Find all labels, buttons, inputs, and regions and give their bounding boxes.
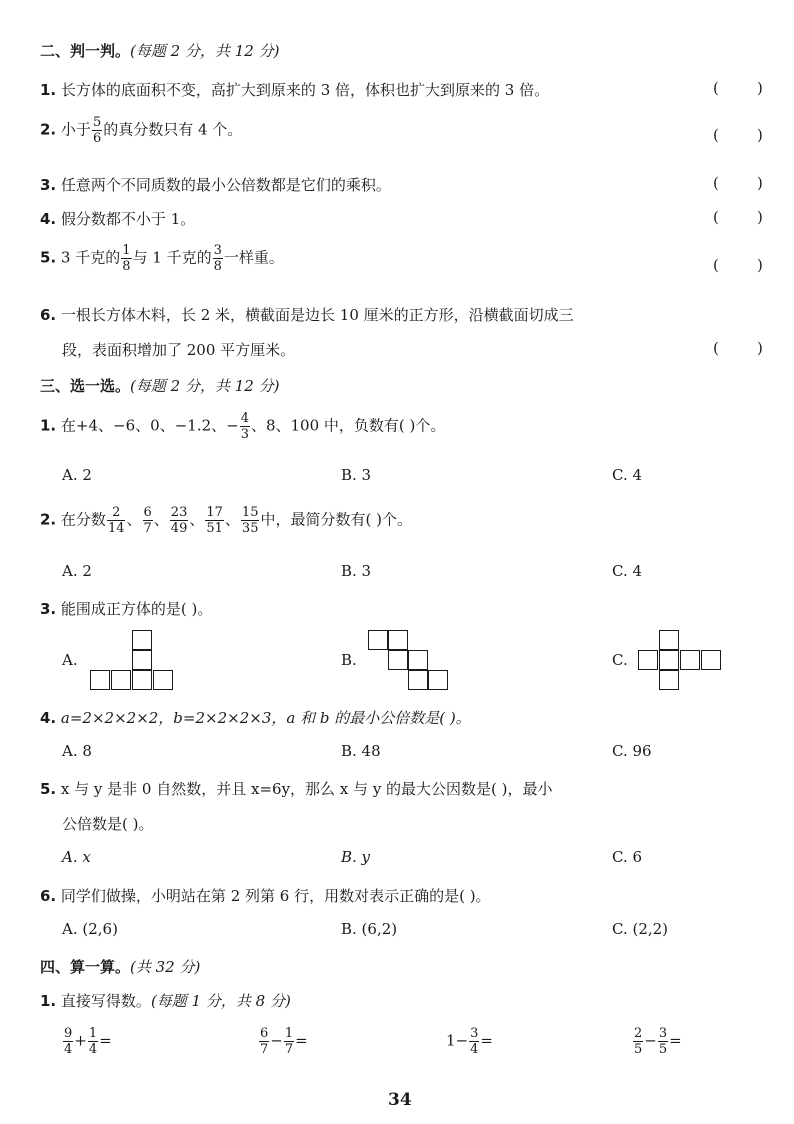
denominator: 8	[122, 259, 131, 274]
operator: −	[644, 1031, 657, 1050]
question-text: 一样重。	[223, 248, 284, 267]
option-a[interactable]: A.	[62, 651, 78, 669]
calc-item-3	[446, 1027, 493, 1056]
fraction	[63, 1027, 73, 1056]
option-b[interactable]: B. (6,2)	[341, 920, 398, 938]
denominator: 14	[107, 521, 125, 536]
question-number: 4.	[40, 709, 57, 727]
denominator: 7	[284, 1042, 294, 1057]
denominator: 8	[213, 259, 222, 274]
numerator: 1	[284, 1026, 294, 1041]
whole-number: 1−	[446, 1031, 469, 1050]
denominator: 3	[240, 427, 249, 442]
fraction	[88, 1027, 98, 1056]
question-text: 段，表面积增加了 200 平方厘米。	[62, 341, 296, 359]
denominator: 6	[92, 131, 102, 146]
equals: =	[295, 1031, 308, 1050]
numerator: 4	[240, 411, 249, 426]
judge-q1	[40, 79, 549, 100]
section-2-heading	[40, 40, 279, 61]
calc-item-2	[258, 1027, 308, 1056]
question-text: 直接写得数。	[60, 992, 151, 1010]
choice-q3	[40, 598, 212, 619]
question-number: 4.	[40, 210, 57, 228]
judge-q6-cont	[62, 339, 295, 360]
denominator: 49	[170, 521, 188, 536]
option-b[interactable]: B.	[341, 651, 357, 669]
answer-paren[interactable]: ( )	[713, 126, 763, 144]
question-number: 1.	[40, 81, 57, 99]
question-text: 同学们做操，小明站在第 2 列第 6 行，用数对表示正确的是( )。	[60, 887, 491, 905]
question-number: 6.	[40, 306, 57, 324]
numerator: 6	[260, 1026, 269, 1041]
operator: +	[74, 1031, 87, 1050]
numerator: 6	[143, 505, 152, 520]
fraction	[143, 506, 153, 535]
question-number: 3.	[40, 600, 57, 618]
question-text: 长方体的底面积不变，高扩大到原来的 3 倍，体积也扩大到原来的 3 倍。	[60, 81, 550, 99]
question-text: 小于	[60, 120, 91, 139]
choice-q4	[40, 707, 471, 728]
option-c[interactable]: C. 4	[612, 466, 643, 484]
fraction	[170, 506, 189, 535]
question-number: 5.	[40, 780, 57, 798]
fraction	[121, 244, 131, 273]
numerator: 3	[470, 1026, 479, 1041]
denominator: 7	[143, 521, 152, 536]
calc-item-4	[632, 1027, 682, 1056]
option-b[interactable]: B. y	[341, 848, 371, 866]
question-number: 6.	[40, 887, 57, 905]
option-c[interactable]: C. (2,2)	[612, 920, 669, 938]
denominator: 51	[206, 521, 223, 536]
denominator: 5	[658, 1042, 668, 1057]
option-a[interactable]: A. x	[62, 848, 91, 866]
answer-paren[interactable]: ( )	[713, 256, 763, 274]
question-text: 、8、100 中，负数有( )个。	[250, 416, 446, 435]
answer-paren[interactable]: ( )	[713, 339, 763, 357]
equals: =	[99, 1031, 112, 1050]
fraction	[92, 116, 102, 145]
fraction	[240, 412, 250, 441]
calc-item-1	[62, 1027, 112, 1056]
fraction	[205, 506, 224, 535]
answer-paren[interactable]: ( )	[713, 174, 763, 192]
numerator: 15	[241, 505, 259, 520]
fraction	[469, 1027, 479, 1056]
question-text: 假分数都不小于 1。	[60, 210, 196, 228]
section-2-note: (每题 2 分，共 12 分)	[130, 42, 280, 60]
question-text: 的真分数只有 4 个。	[103, 120, 243, 139]
numerator: 5	[92, 115, 102, 130]
section-3-note: (每题 2 分，共 12 分)	[130, 377, 280, 395]
option-a[interactable]: A. 8	[62, 742, 92, 760]
choice-q6	[40, 885, 491, 906]
numerator: 1	[88, 1026, 98, 1041]
numerator: 23	[170, 505, 188, 520]
judge-q3	[40, 174, 391, 195]
question-number: 3.	[40, 176, 57, 194]
equals: =	[669, 1031, 682, 1050]
calc-q1	[40, 990, 291, 1011]
denominator: 7	[260, 1042, 269, 1057]
choice-q5-cont	[62, 813, 153, 834]
choice-q2: 2. 在分数 $\frac{2}{14}$ 、 $\frac{6}{7}$ 、 $\frac{23}{49}$ 、 $\frac{17}{51}$ 、 $\frac{15}{35}$ 中，最简分数有( )个。	[40, 505, 412, 536]
equals: =	[480, 1031, 493, 1050]
section-4-heading	[40, 956, 200, 977]
denominator: 35	[241, 521, 259, 536]
option-a[interactable]: A. (2,6)	[62, 920, 118, 938]
question-number: 2.	[40, 510, 57, 529]
section-3-title: 三、选一选。	[40, 377, 131, 395]
numerator: 3	[658, 1026, 668, 1041]
question-text: 3 千克的	[60, 248, 121, 267]
fraction	[284, 1027, 294, 1056]
judge-q5	[40, 244, 284, 273]
option-b[interactable]: B. 3	[341, 466, 372, 484]
judge-q2	[40, 116, 242, 145]
fraction	[658, 1027, 668, 1056]
question-text: x 与 y 是非 0 自然数，并且 x=6y，那么 x 与 y 的最大公因数是( )，最小	[60, 780, 553, 798]
question-number: 1.	[40, 992, 57, 1010]
option-b[interactable]: B. 48	[341, 742, 381, 760]
denominator: 4	[88, 1042, 98, 1057]
option-a[interactable]: A. 2	[62, 562, 92, 580]
numerator: 2	[634, 1026, 643, 1041]
question-number: 5.	[40, 248, 57, 267]
option-c[interactable]: C. 6	[612, 848, 643, 866]
option-a[interactable]: A. 2	[62, 466, 92, 484]
page-number: 34	[388, 1090, 412, 1110]
question-text: a=2×2×2×2，b=2×2×2×3，a 和 b 的最小公倍数是( )。	[60, 709, 471, 727]
question-text: 在+4、−6、0、−1.2、−	[60, 416, 239, 435]
answer-paren[interactable]: ( )	[713, 79, 763, 97]
question-text: 中，最简分数有( )个。	[260, 510, 412, 529]
numerator: 9	[64, 1026, 73, 1041]
choice-q5	[40, 778, 553, 799]
numerator: 1	[122, 243, 131, 258]
question-note: (每题 1 分，共 8 分)	[150, 992, 291, 1010]
section-4-title: 四、算一算。	[40, 958, 131, 976]
question-text: 一根长方体木料，长 2 米，横截面是边长 10 厘米的正方形，沿横截面切成三	[60, 306, 574, 324]
numerator: 3	[213, 243, 222, 258]
question-text: 任意两个不同质数的最小公倍数都是它们的乘积。	[60, 176, 391, 194]
numerator: 2	[107, 506, 126, 521]
denominator: 5	[634, 1042, 643, 1057]
question-text: 在分数	[60, 510, 106, 529]
section-3-heading	[40, 375, 279, 396]
operator: −	[270, 1031, 283, 1050]
denominator: 4	[64, 1042, 73, 1057]
question-text: 公倍数是( )。	[62, 815, 154, 833]
question-number: 1.	[40, 416, 57, 435]
numerator: 17	[206, 505, 223, 520]
judge-q6	[40, 304, 574, 325]
section-4-note: (共 32 分)	[130, 958, 201, 976]
choice-q1	[40, 412, 445, 441]
fraction	[213, 244, 223, 273]
fraction	[241, 506, 260, 535]
denominator: 4	[470, 1042, 479, 1057]
question-number: 2.	[40, 120, 57, 139]
answer-paren[interactable]: ( )	[713, 208, 763, 226]
fraction	[259, 1027, 269, 1056]
option-b[interactable]: B. 3	[341, 562, 372, 580]
option-c[interactable]: C. 4	[612, 562, 643, 580]
fraction	[633, 1027, 643, 1056]
option-c[interactable]: C. 96	[612, 742, 652, 760]
question-text: 能围成正方体的是( )。	[60, 600, 213, 618]
option-c[interactable]: C.	[612, 651, 628, 669]
judge-q4	[40, 208, 195, 229]
fraction	[107, 506, 126, 535]
question-text: 与 1 千克的	[132, 248, 212, 267]
section-2-title: 二、判一判。	[40, 42, 131, 60]
